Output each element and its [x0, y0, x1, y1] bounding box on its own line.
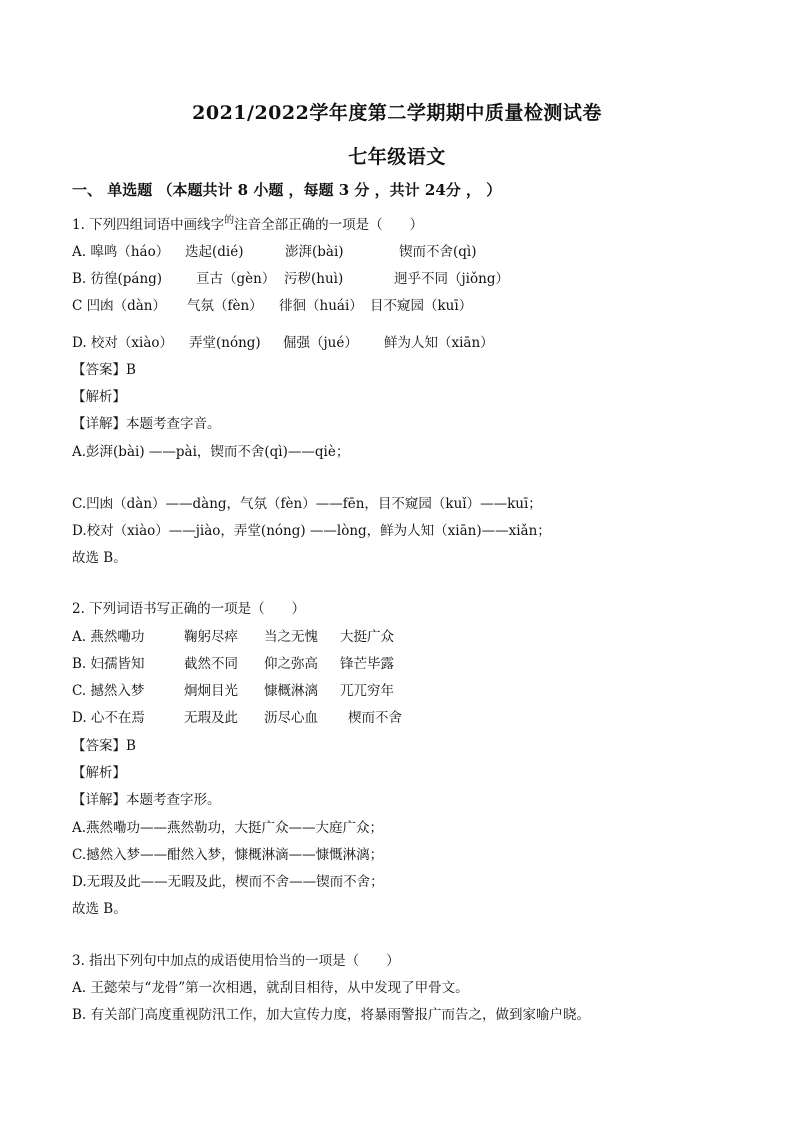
q2-a-term-2: 鞠躬尽瘁 [184, 629, 238, 645]
q1-answer: 【答案】B [72, 362, 136, 378]
q1-c-term-2: 气氛（fèn） [187, 298, 263, 314]
q1-d-term-3: 倔强（jué） [283, 335, 358, 351]
q2-a-term-4: 大挺广众 [340, 629, 394, 645]
q2-c-term-2: 炯炯目光 [184, 683, 238, 699]
q3-option-a: A. 王懿荣与“龙骨”第一次相遇，就刮目相待，从中发现了甲骨文。 [72, 980, 469, 996]
q1-b-term-2: 亘古（gèn） [196, 271, 276, 287]
q2-option-c [72, 682, 394, 700]
exam-title: 2021/2022学年度第二学期期中质量检测试卷 [192, 102, 602, 124]
q1-b-term-4: 迥乎不同（jiǒng） [394, 271, 509, 287]
q2-option-a [72, 628, 394, 646]
q1-stem-part-a: 1. 下列四组词语中画线字 [72, 217, 225, 233]
q1-d-term-2: 弄堂(nóng) [189, 335, 261, 351]
section-heading: 一、 单选题 （本题共计 8 小题 ，每题 3 分 ，共计 24分 ， ） [72, 181, 502, 199]
q2-explanation-c: C.撼然入梦——酣然入梦，慷概淋滴——慷慨淋漓； [72, 847, 384, 863]
q1-d-term-1: D. 校对（xiào） [72, 335, 174, 351]
q2-analysis-label: 【解析】 [72, 765, 126, 781]
q1-stem-part-b: 注音全部正确的一项是（ ） [234, 217, 424, 233]
q2-c-term-1: C. 撼然入梦 [72, 683, 145, 699]
q1-explanation-d: D.校对（xiào）——jiào，弄堂(nóng) ——lòng，鲜为人知（xiān)——xiǎn； [72, 523, 551, 539]
q2-c-term-3: 慷概淋漓 [264, 683, 318, 699]
q1-a-term-2: 迭起(dié) [185, 244, 244, 260]
q2-d-term-3: 沥尽心血 [264, 710, 318, 726]
q2-b-term-1: B. 妇孺皆知 [72, 656, 145, 672]
q1-detail: 【详解】本题考查字音。 [72, 416, 221, 432]
q2-d-term-1: D. 心不在焉 [72, 710, 145, 726]
q1-analysis-label: 【解析】 [72, 389, 126, 405]
q1-a-term-1: A. 嗥鸣（háo） [72, 244, 170, 260]
q1-c-term-4: 目不窥园（kuī） [370, 298, 473, 314]
q2-option-b [72, 655, 394, 673]
q2-detail: 【详解】本题考查字形。 [72, 792, 221, 808]
q1-b-term-1: B. 彷徨(páng) [72, 271, 163, 287]
q2-option-d [72, 709, 402, 727]
q1-stem [72, 216, 423, 236]
q1-stem-superscript: 的 [224, 215, 235, 226]
q1-explanation-c: C.凹凼（dàn）——dàng，气氛（fèn）——fēn，目不窥园（kuǐ）——kuī； [72, 496, 542, 512]
q1-conclusion: 故选 B。 [72, 550, 127, 566]
q2-b-term-2: 截然不同 [184, 656, 238, 672]
q2-stem: 2. 下列词语书写正确的一项是（ ） [72, 601, 306, 617]
q1-b-term-3: 污秽(huì) [284, 271, 344, 287]
q2-d-term-4: 楔而不舍 [348, 710, 402, 726]
q2-conclusion: 故选 B。 [72, 901, 127, 917]
q2-explanation-a: A.燕然嘞功——燕然勒功，大挺广众——大庭广众； [72, 820, 384, 836]
q3-option-b: B. 有关部门高度重视防汛工作，加大宣传力度，将暴雨警报广而告之，做到家喻户晓。 [72, 1007, 591, 1023]
q1-option-b [72, 270, 509, 288]
q1-option-d [72, 334, 494, 352]
q1-explanation-a: A.彭湃(bài) ——pài，锲而不舍(qì)——qiè； [72, 444, 350, 460]
q1-c-term-3: 徘徊（huái） [279, 298, 363, 314]
q1-a-term-4: 锲而不舍(qì) [399, 244, 477, 260]
q1-a-term-3: 澎湃(bài) [285, 244, 344, 260]
q1-option-c [72, 297, 472, 315]
q2-c-term-4: 兀兀穷年 [340, 683, 394, 699]
q2-a-term-3: 当之无愧 [264, 629, 318, 645]
q2-explanation-d: D.无瑕及此——无暇及此，楔而不舍——锲而不舍； [72, 874, 384, 890]
q2-a-term-1: A. 燕然嘞功 [72, 629, 145, 645]
q1-option-a [72, 243, 477, 261]
q2-d-term-2: 无瑕及此 [184, 710, 238, 726]
q1-c-term-1: C 凹凼（dàn） [72, 298, 167, 314]
q2-answer: 【答案】B [72, 738, 136, 754]
q2-b-term-4: 锋芒毕露 [340, 656, 394, 672]
exam-subtitle: 七年级语文 [348, 146, 446, 168]
q2-b-term-3: 仰之弥高 [264, 656, 318, 672]
q3-stem: 3. 指出下列句中加点的成语使用恰当的一项是（ ） [72, 953, 400, 969]
q1-d-term-4: 鲜为人知（xiān） [384, 335, 494, 351]
